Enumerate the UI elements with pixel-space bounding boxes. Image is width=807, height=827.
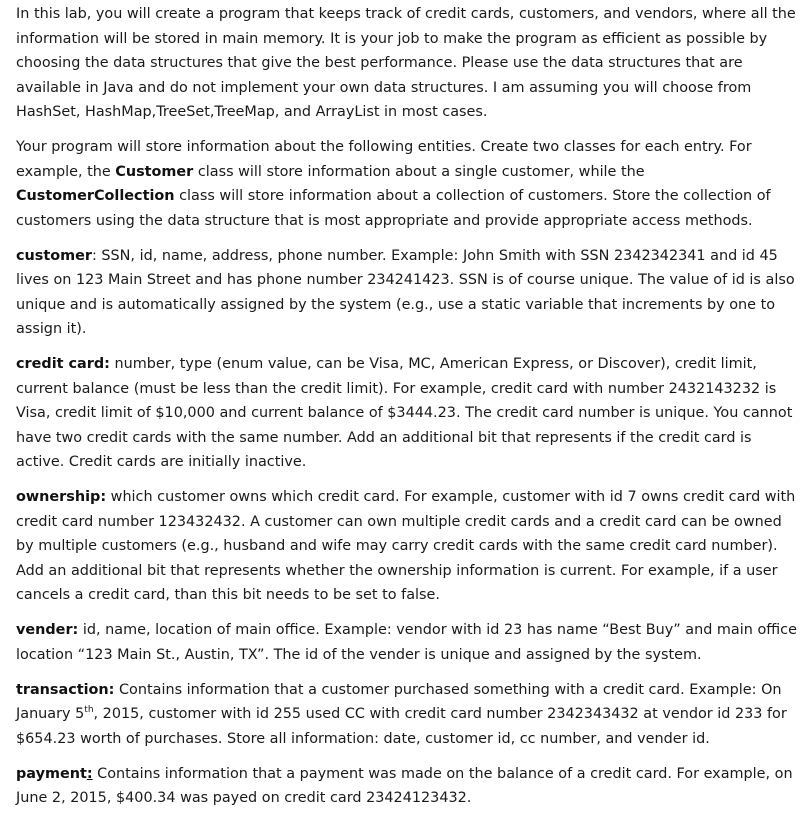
payment-paragraph bbox=[16, 762, 799, 811]
ownership-term: ownership: bbox=[16, 489, 107, 505]
ordinal-suffix: th bbox=[84, 705, 94, 716]
entities-intro-part1: Your program will store information about the following entities. Create two classes for each entry. For example, the bbox=[16, 139, 752, 180]
credit-card-text: number, type (enum value, can be Visa, MC, American Express, or Discover), credit limit, current balance (must be less than the credit limit). For example, credit card with number 2432143232 is Visa, credit limit of $10,000 and current balance of $3444.23. The credit card number is unique. You cannot have two credit cards with the same number. Add an additional bit that represents if the credit card is active. Credit cards are initially inactive. bbox=[16, 356, 793, 470]
vender-term: vender: bbox=[16, 622, 79, 638]
ownership-paragraph bbox=[16, 485, 799, 608]
transaction-paragraph bbox=[16, 678, 799, 752]
entities-intro-part3: class will store information about a collection of customers. Store the collection of customers using the data structure that is most appropriate and provide appropriate access methods. bbox=[16, 188, 771, 229]
intro-paragraph bbox=[16, 2, 799, 125]
customer-term: customer bbox=[16, 247, 92, 264]
ownership-text: which customer owns which credit card. For example, customer with id 7 owns credit card with credit card number 123432432. A customer can own multiple credit cards and a credit card can be owned by multiple customers (e.g., husband and wife may carry credit cards with the same credit card number). Add an additional bit that represents whether the ownership information is current. For example, if a user cancels a credit card, than this bit needs to be set to false. bbox=[16, 489, 796, 603]
payment-colon: : bbox=[86, 765, 93, 782]
customer-paragraph bbox=[16, 244, 799, 342]
transaction-term: transaction: bbox=[16, 681, 115, 698]
vender-paragraph bbox=[16, 618, 799, 667]
entities-intro-paragraph bbox=[16, 135, 799, 233]
customer-text: : SSN, id, name, address, phone number. Example: John Smith with SSN 2342342341 and id 45 lives on 123 Main Street and has phone number 234241423. SSN is of course unique. The value of id is also unique and is automatically assigned by the system (e.g., use a static variable that increments by one to assign it). bbox=[16, 247, 795, 337]
collection-class-name: CustomerCollection bbox=[16, 188, 175, 204]
transaction-text-before: Contains information that a customer purchased something with a credit card. Example: On January 5 bbox=[16, 681, 782, 722]
intro-text: In this lab, you will create a program that keeps track of credit cards, customers, and vendors, where all the information will be stored in main memory. It is your job to make the program as efficient as possible by choosing the data structures that give the best performance. Please use the data structures that are available in Java and do not implement your own data structures. I am assuming you will choose from HashSet, HashMap,TreeSet,TreeMap, and ArrayList in most cases. bbox=[16, 6, 796, 120]
customer-class-name: Customer bbox=[115, 163, 194, 180]
credit-card-term: credit card: bbox=[16, 356, 110, 372]
credit-card-paragraph bbox=[16, 352, 799, 475]
entities-intro-part2: class will store information about a single customer, while the bbox=[193, 163, 645, 180]
payment-text: Contains information that a payment was made on the balance of a credit card. For example, on June 2, 2015, $400.34 was payed on credit card 23424123432. bbox=[16, 765, 793, 806]
vender-text: id, name, location of main office. Example: vendor with id 23 has name “Best Buy” and main office location “123 Main St., Austin, TX”. The id of the vender is unique and assigned by the system. bbox=[16, 622, 797, 663]
payment-term: payment bbox=[16, 765, 87, 782]
transaction-text-after: , 2015, customer with id 255 used CC with credit card number 2342343432 at vendor id 233 for $654.23 worth of purchases. Store all information: date, customer id, cc number, and vender id. bbox=[16, 706, 787, 747]
